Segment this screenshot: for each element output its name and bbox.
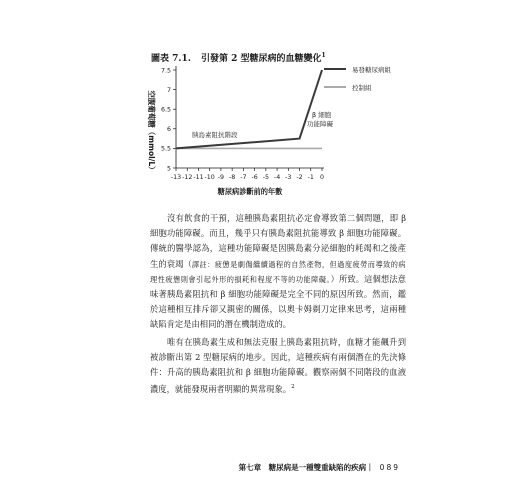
y-tick-label: 5.5 (160, 145, 171, 153)
chart-axes (176, 66, 324, 168)
paragraph-1-part-b: ）所致。這個想法意味著胰島素阻抗和 β 細胞功能障礙是完全不同的原因所致。然而，鑑於這種相互排斥卻又親密的關係，以奧卡姆剃刀定律來思考，這兩種缺陷肯定是由相同的潛在機制造成的。 (150, 273, 406, 330)
x-tick-label: -11 (193, 174, 204, 181)
legend-item-susceptible (324, 60, 391, 78)
y-tick-label: 7 (166, 86, 171, 94)
annotation-dysfunction: 功能障礙 (307, 120, 333, 128)
chapter-title: 第七章 糖尿病是一種雙重缺陷的疾病｜ (238, 463, 374, 472)
figure-title-text: 引發第 2 型糖尿病的血糖變化 (200, 54, 322, 64)
paragraph-1-part-a: 沒有飲食的干預，這種胰島素阻抗必定會導致第二個問題，即 β 細胞功能障礙。而且，幾乎只有胰島素阻抗能導致 β 細胞功能障礙。傳統的醫學認為，這種功能障礙是因胰島素分泌細胞的耗竭和之後產生的衰竭（ (150, 213, 406, 269)
figure-footnote-mark: 1 (321, 52, 326, 59)
x-axis-label: 糖尿病診斷前的年數 (217, 187, 283, 196)
x-tick-label: 0 (319, 174, 325, 181)
body-text (150, 211, 406, 397)
x-tick-label: -1 (307, 174, 314, 181)
x-tick-label: -4 (273, 174, 281, 181)
paragraph-2 (150, 335, 406, 398)
paragraph-1 (150, 211, 406, 333)
legend-swatch-control (324, 86, 346, 88)
y-axis-label: 空腹葡萄糖（mmol/L） (147, 90, 156, 174)
legend-item-control (324, 78, 391, 96)
chart-legend (324, 60, 391, 96)
x-tick-label: -12 (182, 174, 193, 181)
paragraph-2-text: 唯有在胰島素生成和無法克服上胰島素阻抗時，血糖才能飆升到被診斷出第 2 型糖尿病的地步。因此，這種疾病有兩個潛在的先決條件：升高的胰島素阻抗和 β 細胞功能障礙。觀察兩個不同階段的血液濃度，就能發現兩者明顯的異常現象。 (150, 336, 406, 394)
y-tick-label: 6 (166, 126, 171, 134)
figure-label: 圖表 7.1. (151, 54, 191, 64)
annotation-beta-cell: β 細胞 (312, 111, 332, 119)
x-tick-label: -7 (240, 174, 247, 181)
x-tick-label: -10 (204, 174, 215, 181)
blood-glucose-chart (140, 60, 333, 200)
y-tick-label: 7.5 (160, 67, 171, 75)
paragraph-2-footnote: 2 (291, 384, 295, 391)
y-tick-label: 5 (166, 165, 171, 173)
x-tick-label: -8 (229, 174, 236, 181)
legend-label-control: 控制組 (352, 83, 372, 92)
chart-ticks (161, 67, 324, 181)
x-tick-label: -9 (217, 174, 225, 181)
x-tick-label: -5 (262, 174, 269, 181)
x-tick-label: -6 (251, 174, 258, 181)
legend-swatch-susceptible (324, 68, 346, 70)
x-tick-label: -13 (170, 174, 182, 181)
annotation-insulin-resistance: 胰島素阻抗階段 (192, 131, 238, 139)
translator-note: 譯註：疲憊是劇傷繼續過程的自然產物，但過度疲勞而導致的病理性疲憊則會引起外形的損耗和程度不等的功能障礙。 (150, 259, 406, 284)
y-tick-label: 6.5 (160, 106, 171, 114)
page-footer (239, 462, 400, 473)
page-number: 089 (379, 463, 400, 472)
x-tick-label: -2 (296, 174, 303, 181)
x-tick-label: -3 (285, 174, 292, 181)
legend-label-susceptible: 易發糖尿病組 (352, 65, 391, 74)
